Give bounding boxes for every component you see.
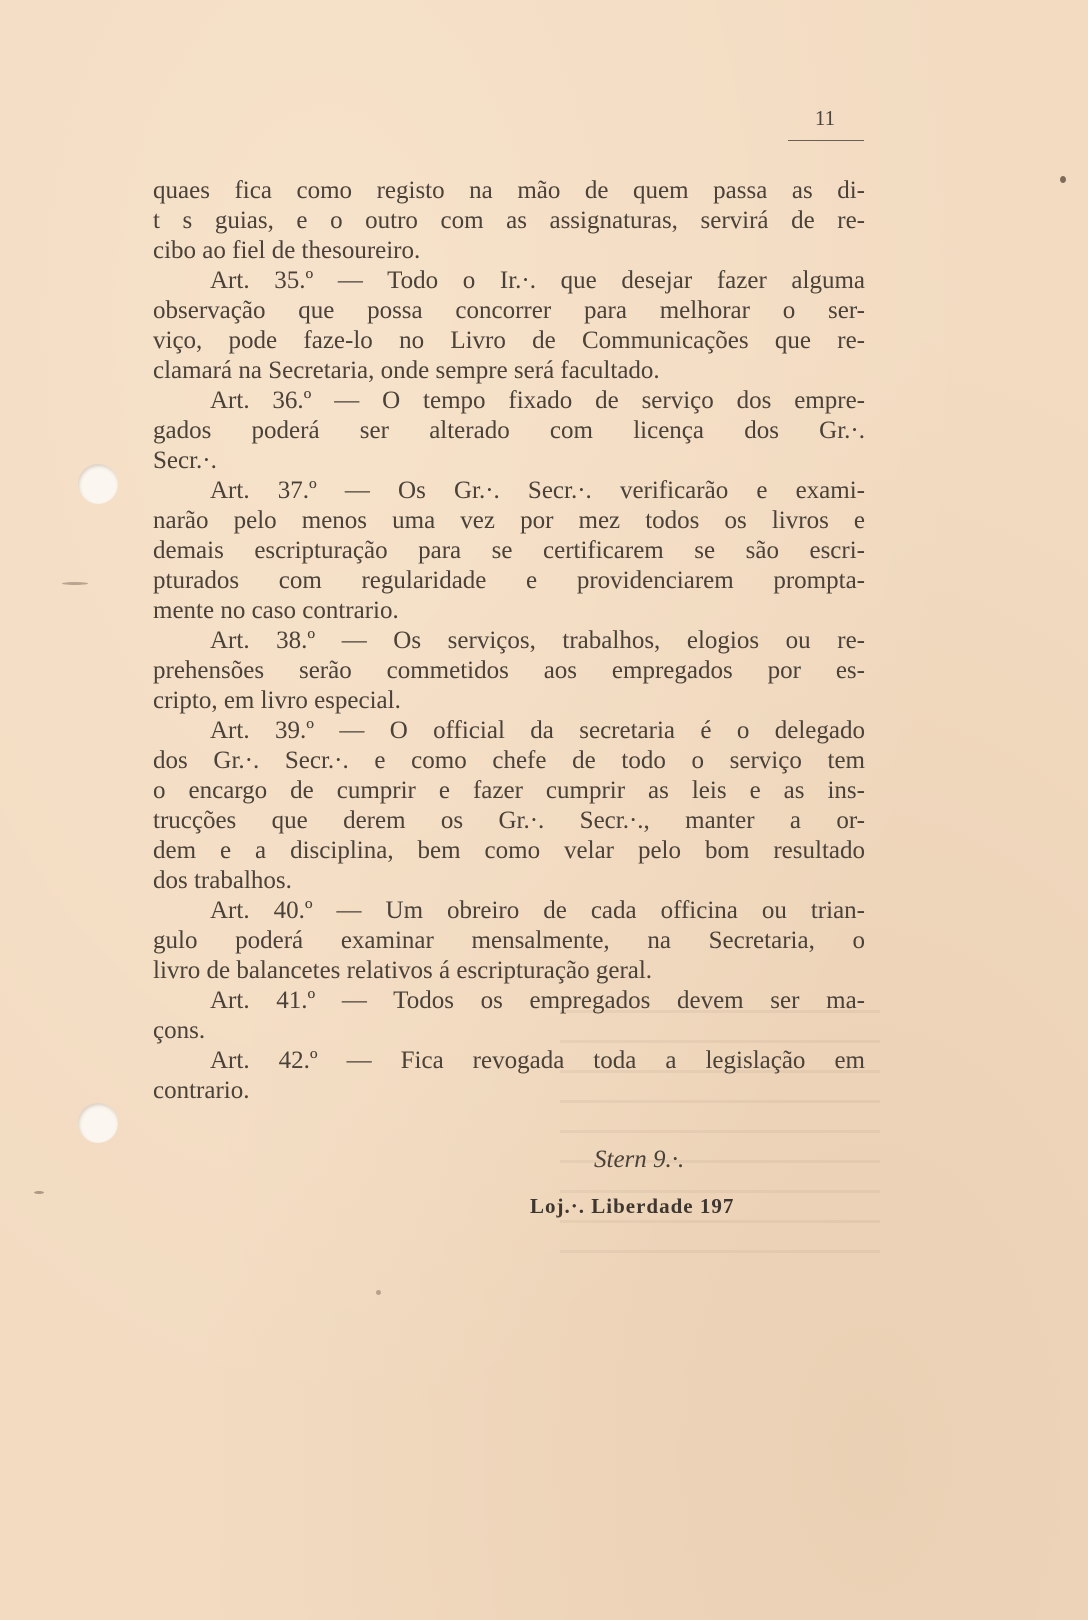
body-text [153, 176, 865, 1106]
text-line: dos Gr.·. Secr.·. e como chefe de todo o serviço tem [153, 747, 865, 774]
text-line: Art. 37.º — Os Gr.·. Secr.·. verificarão e exami- [210, 477, 865, 504]
text-line: narão pelo menos uma vez por mez todos os livros e [153, 507, 865, 534]
text-line: cibo ao fiel de thesoureiro. [153, 237, 421, 264]
text-line: mente no caso contrario. [153, 597, 399, 624]
text-line: Art. 41.º — Todos os empregados devem ser ma- [210, 987, 865, 1014]
text-line: t s guias, e o outro com as assignaturas, servirá de re- [153, 207, 865, 234]
punch-hole-bottom [78, 1103, 118, 1143]
text-line: gulo poderá examinar mensalmente, na Secretaria, o [153, 927, 865, 954]
text-line: o encargo de cumprir e fazer cumprir as leis e as ins- [153, 777, 865, 804]
lodge-name: Loj.·. Liberdade 197 [530, 1194, 735, 1218]
text-line: clamará na Secretaria, onde sempre será facultado. [153, 357, 660, 384]
text-line: Art. 38.º — Os serviços, trabalhos, elogios ou re- [210, 627, 865, 654]
ink-speck [62, 582, 88, 585]
ink-speck [34, 1191, 44, 1194]
text-line: Art. 39.º — O official da secretaria é o delegado [210, 717, 865, 744]
page-number: 11 [814, 106, 836, 130]
text-line: çons. [153, 1017, 206, 1044]
text-line: contrario. [153, 1077, 250, 1104]
text-line: dos trabalhos. [153, 867, 292, 894]
ink-speck [376, 1290, 381, 1295]
text-line: dem e a disciplina, bem como velar pelo bom resultado [153, 837, 865, 864]
text-line: trucções que derem os Gr.·. Secr.·., manter a or- [153, 807, 865, 834]
page-number-rule [788, 140, 864, 141]
signature: Stern 9.·. [594, 1146, 685, 1173]
text-line: Art. 42.º — Fica revogada toda a legislação em [210, 1047, 865, 1074]
text-line: Art. 35.º — Todo o Ir.·. que desejar fazer alguma [210, 267, 865, 294]
text-line: demais escripturação para se certificarem se são escri- [153, 537, 865, 564]
text-line: viço, pode faze-lo no Livro de Communicações que re- [153, 327, 865, 354]
text-line: cripto, em livro especial. [153, 687, 401, 714]
ink-speck [1060, 176, 1066, 183]
text-line: Art. 40.º — Um obreiro de cada officina ou trian- [210, 897, 865, 924]
punch-hole-top [78, 464, 118, 504]
text-line: Secr.·. [153, 447, 217, 474]
text-line: pturados com regularidade e providenciarem prompta- [153, 567, 865, 594]
text-line: Art. 36.º — O tempo fixado de serviço dos empre- [210, 387, 865, 414]
text-line: observação que possa concorrer para melhorar o ser- [153, 297, 865, 324]
text-line: livro de balancetes relativos á escripturação geral. [153, 957, 653, 984]
text-line: prehensões serão commetidos aos empregados por es- [153, 657, 865, 684]
text-line: gados poderá ser alterado com licença dos Gr.·. [153, 417, 865, 444]
text-line: quaes fica como registo na mão de quem passa as di- [153, 177, 865, 204]
